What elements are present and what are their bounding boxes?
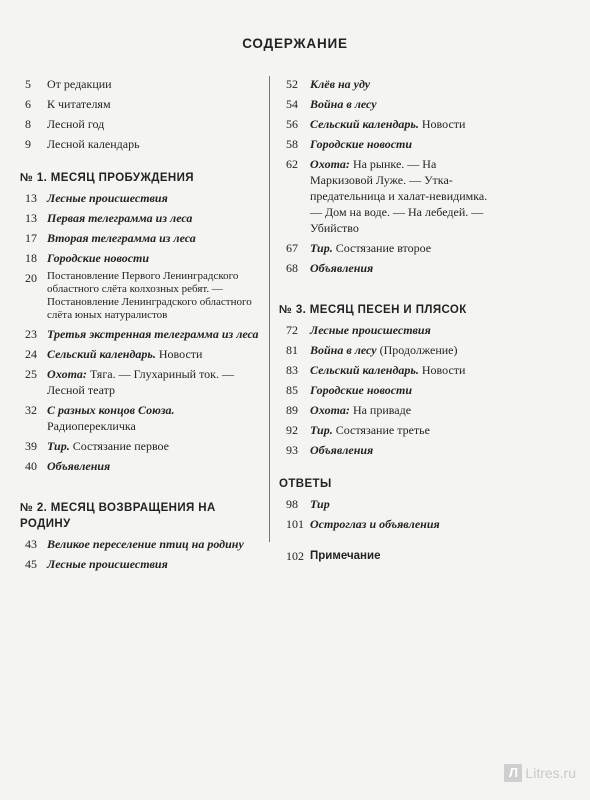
toc-entry-note[interactable] (279, 548, 501, 564)
page-number: 39 (25, 439, 37, 453)
watermark (504, 764, 576, 782)
toc-entry[interactable] (20, 210, 260, 226)
entry-title (47, 438, 260, 454)
toc-entry[interactable] (20, 536, 260, 552)
entry-title-bold: Объявления (310, 443, 374, 457)
entry-title (47, 346, 260, 362)
page-number: 101 (286, 517, 304, 531)
entry-title (47, 190, 260, 206)
page-number: 17 (25, 231, 37, 245)
entry-title-bold: Городские новости (310, 383, 413, 397)
toc-entry[interactable] (279, 362, 501, 378)
page-number: 32 (25, 403, 37, 417)
page-number: 72 (286, 323, 298, 337)
page-number: 13 (25, 191, 37, 205)
entry-title-bold: Городские новости (310, 137, 413, 151)
entry-title: Лесной год (47, 117, 105, 131)
entry-title-bold: Война в лесу (310, 343, 377, 357)
entry-title-rest: Радиоперекличка (47, 419, 136, 433)
toc-entry[interactable] (20, 556, 260, 572)
page-number: 52 (286, 77, 298, 91)
page-number: 40 (25, 459, 37, 473)
entry-title-bold: Лесные происшествия (310, 323, 431, 337)
entry-title (310, 516, 501, 532)
entry-title-bold: Городские новости (47, 251, 150, 265)
entry-title (310, 96, 501, 112)
entry-title-bold: Объявления (310, 261, 374, 275)
entry-title-bold: Сельский календарь. (310, 363, 419, 377)
toc-entry[interactable] (279, 260, 501, 276)
entry-title-bold: Тир. (310, 423, 333, 437)
page-number: 83 (286, 363, 298, 377)
entry-title-bold: Лесные происшествия (47, 557, 168, 571)
page-number: 68 (286, 261, 298, 275)
page-number: 102 (286, 549, 304, 563)
section-1-heading: № 1. МЕСЯЦ ПРОБУЖДЕНИЯ (20, 172, 194, 184)
entry-title (47, 250, 260, 266)
section-1-list (20, 190, 260, 474)
section-3-heading: № 3. МЕСЯЦ ПЕСЕН И ПЛЯСОК (279, 304, 467, 316)
entry-title-bold: Тир. (47, 439, 70, 453)
page-number: 85 (286, 383, 298, 397)
toc-entry[interactable] (279, 422, 501, 438)
section-2-continued-list (279, 76, 501, 276)
column-divider (269, 76, 270, 542)
toc-entry[interactable] (20, 250, 260, 266)
page-number: 58 (286, 137, 298, 151)
entry-title (310, 496, 501, 512)
entry-title (310, 402, 501, 418)
entry-title (310, 240, 501, 256)
intro-list (20, 76, 260, 152)
entry-title-bold: Первая телеграмма из леса (47, 211, 193, 225)
page-number: 56 (286, 117, 298, 131)
entry-title (47, 366, 260, 398)
entry-title (310, 382, 501, 398)
toc-entry[interactable] (279, 136, 501, 152)
page-number: 43 (25, 537, 37, 551)
entry-title-bold: Охота: (310, 403, 350, 417)
page-title: СОДЕРЖАНИЕ (242, 36, 348, 51)
toc-entry[interactable] (20, 402, 260, 434)
entry-title-bold: Охота: (47, 367, 87, 381)
toc-entry[interactable] (20, 270, 260, 322)
toc-entry[interactable] (279, 382, 501, 398)
page-number: 45 (25, 557, 37, 571)
entry-title-bold: Клёв на уду (310, 77, 371, 91)
entry-title-bold: Великое переселение птиц на родину (47, 537, 244, 551)
entry-title-rest: Новости (418, 117, 466, 131)
entry-title-bold: Сельский календарь. (310, 117, 419, 131)
toc-entry[interactable] (279, 76, 501, 92)
toc-entry[interactable] (279, 322, 501, 338)
toc-entry[interactable] (20, 116, 260, 132)
page-number: 20 (25, 271, 37, 285)
entry-title (310, 322, 501, 338)
watermark-text: Litres.ru (525, 765, 576, 781)
entry-title-bold: Тир (310, 497, 330, 511)
entry-title (310, 442, 501, 458)
entry-title-bold: Тир. (310, 241, 333, 255)
answers-heading: ОТВЕТЫ (279, 478, 332, 490)
entry-title (47, 270, 260, 322)
page-number: 24 (25, 347, 37, 361)
page-number: 13 (25, 211, 37, 225)
entry-title (47, 536, 260, 552)
toc-entry[interactable] (20, 326, 260, 342)
entry-title (47, 230, 260, 246)
entry-title-bold: Сельский календарь. (47, 347, 156, 361)
entry-title: Лесной календарь (47, 137, 140, 151)
section-2-heading: № 2. МЕСЯЦ ВОЗВРАЩЕНИЯ НА РОДИНУ (20, 502, 216, 530)
entry-title: Примечание (310, 550, 381, 562)
entry-title-rest: Состязание третье (332, 423, 430, 437)
entry-title (310, 136, 501, 152)
entry-title (47, 326, 260, 342)
entry-title-bold: Охота: (310, 157, 350, 171)
toc-entry[interactable] (20, 458, 260, 474)
page-number: 54 (286, 97, 298, 111)
entry-title-rest: Новости (418, 363, 466, 377)
entry-title (310, 422, 501, 438)
entry-title (47, 210, 260, 226)
toc-entry[interactable] (20, 230, 260, 246)
entry-title-rest: (Продолжение) (376, 343, 458, 357)
entry-title (47, 556, 260, 572)
page-number: 8 (25, 117, 31, 131)
toc-entry[interactable] (20, 190, 260, 206)
page-number: 6 (25, 97, 31, 111)
entry-title-bold: Вторая телеграмма из леса (47, 231, 196, 245)
page-number: 89 (286, 403, 298, 417)
entry-title-bold: Третья экстренная телеграмма из леса (47, 327, 259, 341)
page-number: 98 (286, 497, 298, 511)
toc-entry[interactable] (279, 116, 501, 132)
toc-entry[interactable] (279, 442, 501, 458)
entry-title-bold: С разных концов Союза. (47, 403, 175, 417)
toc-right-column (279, 76, 501, 568)
entry-title-rest: На приваде (349, 403, 412, 417)
page-number: 9 (25, 137, 31, 151)
toc-entry[interactable] (20, 76, 260, 92)
toc-entry[interactable] (279, 96, 501, 112)
entry-title (310, 76, 501, 92)
page-number: 5 (25, 77, 31, 91)
toc-left-column (20, 76, 260, 576)
entry-title-bold: Объявления (47, 459, 111, 473)
entry-title-bold: Лесные происшествия (47, 191, 168, 205)
toc-entry[interactable] (279, 496, 501, 512)
page-number: 62 (286, 157, 298, 171)
section-3-list (279, 322, 501, 458)
page-number: 92 (286, 423, 298, 437)
page-number: 18 (25, 251, 37, 265)
entry-title: К читателям (47, 97, 111, 111)
entry-title (310, 260, 501, 276)
page-number: 25 (25, 367, 37, 381)
litres-logo-icon: Л (504, 764, 522, 782)
toc-entry[interactable] (20, 136, 260, 152)
entry-title (47, 458, 260, 474)
entry-title-bold: Война в лесу (310, 97, 377, 111)
entry-title-rest: Состязание первое (69, 439, 169, 453)
section-2-list (20, 536, 260, 572)
page-number: 67 (286, 241, 298, 255)
answers-list (279, 496, 501, 532)
toc-entry[interactable] (279, 516, 501, 532)
entry-title-rest: Состязание второе (332, 241, 432, 255)
page-number: 93 (286, 443, 298, 457)
toc-entry[interactable] (20, 366, 260, 398)
entry-title (310, 116, 501, 132)
toc-entry[interactable] (279, 156, 501, 236)
entry-title (47, 402, 260, 434)
entry-title (310, 156, 501, 236)
entry-title-rest: На рынке. — На Маркизовой Луже. — Утка-предательница и халат-невидимка. — Дом на воде. — На лебедей. — Убийство (310, 157, 488, 235)
page-number: 81 (286, 343, 298, 357)
toc-entry[interactable] (279, 342, 501, 358)
entry-title (310, 362, 501, 378)
entry-title (310, 342, 501, 358)
entry-title-rest: Постановление Первого Ленинградского областного слёта колхозных ребят. — Постановление Ленинградского областного слёта юных натуралистов (47, 270, 252, 321)
toc-entry[interactable] (279, 240, 501, 256)
entry-title-rest: Тяга. — Глухариный ток. — Лесной театр (47, 367, 235, 397)
toc-entry[interactable] (20, 438, 260, 454)
entry-title-bold: Остроглаз и объявления (310, 517, 440, 531)
entry-title: От редакции (47, 77, 112, 91)
page-number: 23 (25, 327, 37, 341)
toc-entry[interactable] (279, 402, 501, 418)
entry-title-rest: Новости (155, 347, 203, 361)
toc-entry[interactable] (20, 96, 260, 112)
toc-entry[interactable] (20, 346, 260, 362)
